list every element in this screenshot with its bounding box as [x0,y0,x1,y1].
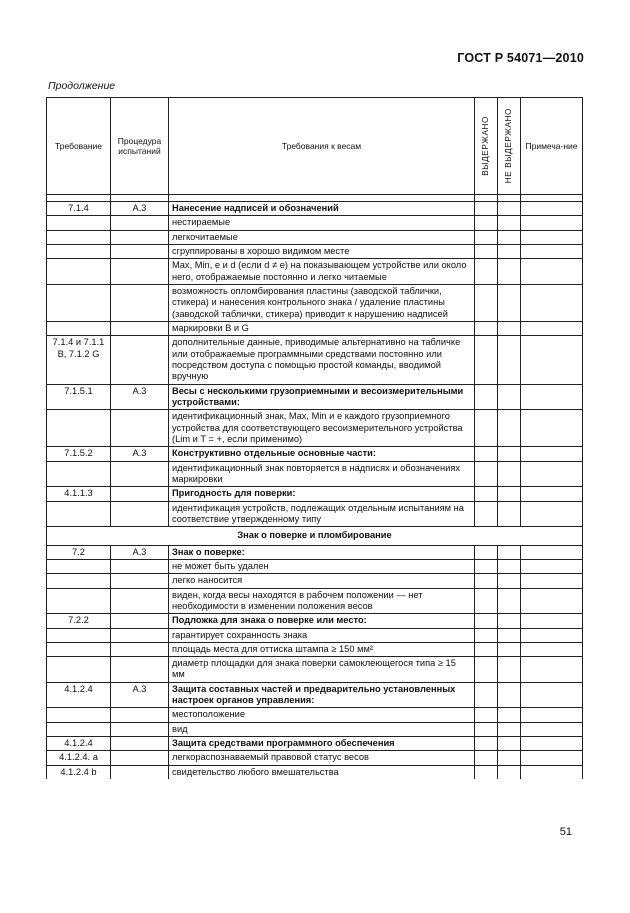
passed-cell [475,657,498,683]
requirement-cell [47,642,111,656]
requirement-text-cell: площадь места для оттиска штампа ≥ 150 мм² [169,642,475,656]
requirement-text-cell: Защита средствами программного обеспечения [169,737,475,751]
note-cell [521,614,583,628]
table-row [47,628,583,642]
requirement-cell: 7.2.2 [47,614,111,628]
requirement-text-cell: идентификация устройств, подлежащих отдельным испытаниям на соответствие утвержденному типу [169,501,475,527]
requirement-text-cell: легкочитаемые [169,230,475,244]
not-passed-cell [498,321,521,335]
not-passed-cell [498,244,521,258]
requirement-text-cell: легкораспознаваемый правовой статус весов [169,751,475,765]
requirement-text-cell: Max, Min, e и d (если d ≠ e) на показывающем устройстве или около него, отображаемые постоянно и легко читаемые [169,259,475,285]
requirement-cell: 7.1.4 [47,202,111,216]
note-cell [521,765,583,779]
not-passed-cell [498,765,521,779]
passed-cell [475,501,498,527]
note-cell [521,321,583,335]
table-row [47,410,583,447]
not-passed-cell [498,410,521,447]
requirement-text-cell: не может быть удален [169,559,475,573]
requirement-text-cell: Пригодность для поверки: [169,487,475,501]
requirement-cell: 4.1.2.4 [47,682,111,708]
passed-cell [475,642,498,656]
not-passed-cell [498,545,521,559]
note-cell [521,559,583,573]
passed-cell [475,461,498,487]
procedure-cell [111,614,169,628]
table-row [47,230,583,244]
procedure-cell: А.3 [111,682,169,708]
note-cell [521,259,583,285]
note-cell [521,657,583,683]
passed-cell [475,336,498,384]
procedure-cell [111,628,169,642]
requirement-cell [47,501,111,527]
passed-cell [475,559,498,573]
table-row [47,751,583,765]
passed-cell [475,487,498,501]
requirement-text-cell: маркировки В и G [169,321,475,335]
note-cell [521,708,583,722]
procedure-cell [111,336,169,384]
requirement-text-cell: Защита составных частей и предварительно установленных настроек органов управления: [169,682,475,708]
not-passed-cell [498,751,521,765]
passed-cell [475,410,498,447]
column-header-passed: ВЫДЕРЖАНО [475,98,498,195]
passed-cell [475,574,498,588]
note-cell [521,737,583,751]
note-cell [521,751,583,765]
passed-cell [475,284,498,321]
procedure-cell: А.3 [111,202,169,216]
passed-cell [475,447,498,461]
requirement-text-cell: дополнительные данные, приводимые альтернативно на табличке или отображаемые программными средствами постоянно или посредством доступа с помощью простой команды, вводимой вручную [169,336,475,384]
requirement-cell [47,574,111,588]
passed-cell [475,588,498,614]
section-row [47,527,583,545]
table-row [47,708,583,722]
not-passed-cell [498,737,521,751]
note-cell [521,230,583,244]
requirement-text-cell: свидетельство любого вмешательства [169,765,475,779]
note-cell [521,574,583,588]
requirement-text-cell: Знак о поверке: [169,545,475,559]
requirement-cell [47,657,111,683]
procedure-cell: А.3 [111,384,169,410]
note-cell [521,461,583,487]
table-row [47,321,583,335]
table-row [47,284,583,321]
table-row [47,202,583,216]
requirement-cell: 4.1.2.4. а [47,751,111,765]
procedure-cell [111,765,169,779]
requirement-text-cell: Нанесение надписей и обозначений [169,202,475,216]
note-cell [521,722,583,736]
note-cell [521,384,583,410]
not-passed-cell [498,501,521,527]
not-passed-cell [498,384,521,410]
passed-cell [475,614,498,628]
requirement-text-cell: идентификационный знак повторяется в надписях и обозначениях маркировки [169,461,475,487]
not-passed-cell [498,284,521,321]
procedure-cell [111,708,169,722]
not-passed-cell [498,216,521,230]
requirements-table [46,97,583,779]
procedure-cell [111,461,169,487]
passed-cell [475,545,498,559]
passed-cell [475,751,498,765]
table-row [47,216,583,230]
requirement-text-cell: Подложка для знака о поверке или место: [169,614,475,628]
note-cell [521,410,583,447]
passed-cell [475,737,498,751]
procedure-cell [111,574,169,588]
requirement-cell [47,559,111,573]
not-passed-cell [498,588,521,614]
requirement-text-cell: Конструктивно отдельные основные части: [169,447,475,461]
table-row [47,447,583,461]
note-cell [521,487,583,501]
requirement-cell [47,708,111,722]
table-row [47,545,583,559]
requirement-cell: 7.1.5.1 [47,384,111,410]
procedure-cell [111,722,169,736]
requirement-text-cell: возможность опломбирования пластины (заводской таблички, стикера) и нанесения контрольного знака / удаление пластины (заводской таблички, стикера) приводит к нарушению надписей [169,284,475,321]
requirement-cell [47,230,111,244]
procedure-cell [111,751,169,765]
not-passed-cell [498,559,521,573]
not-passed-cell [498,682,521,708]
requirement-text-cell: гарантирует сохранность знака [169,628,475,642]
requirement-cell: 4.1.2.4 [47,737,111,751]
passed-cell [475,628,498,642]
requirement-text-cell: виден, когда весы находятся в рабочем положении — нет необходимости в изменении положения весов [169,588,475,614]
passed-cell [475,259,498,285]
not-passed-cell [498,202,521,216]
table-row [47,765,583,779]
not-passed-cell [498,657,521,683]
column-header-requirement: Требование [47,98,111,195]
table-row [47,501,583,527]
table-row [47,722,583,736]
document-id: ГОСТ Р 54071—2010 [457,51,584,65]
note-cell [521,447,583,461]
procedure-cell: А.3 [111,447,169,461]
requirement-text-cell: идентификационный знак, Max, Min и e каждого грузоприемного устройства для соответствующего весоизмерительного устройства (Lim и T = +, если применимо) [169,410,475,447]
table-row [47,614,583,628]
passed-cell [475,321,498,335]
table-row [47,682,583,708]
page-number: 51 [559,826,572,838]
requirement-cell [47,410,111,447]
not-passed-cell [498,628,521,642]
note-cell [521,336,583,384]
requirement-cell [47,461,111,487]
table-row [47,244,583,258]
requirement-text-cell: легко наносится [169,574,475,588]
requirement-cell: 7.1.5.2 [47,447,111,461]
not-passed-cell [498,708,521,722]
procedure-cell [111,737,169,751]
passed-cell [475,384,498,410]
procedure-cell [111,259,169,285]
table-row [47,559,583,573]
requirement-cell: 7.2 [47,545,111,559]
not-passed-cell [498,447,521,461]
procedure-cell [111,230,169,244]
table-row [47,588,583,614]
not-passed-cell [498,336,521,384]
passed-cell [475,202,498,216]
requirement-text-cell: местоположение [169,708,475,722]
requirement-cell [47,284,111,321]
note-cell [521,501,583,527]
procedure-cell [111,642,169,656]
passed-cell [475,682,498,708]
procedure-cell [111,657,169,683]
table-row [47,657,583,683]
note-cell [521,682,583,708]
not-passed-cell [498,642,521,656]
requirement-text-cell: сгруппированы в хорошо видимом месте [169,244,475,258]
procedure-cell: А.3 [111,545,169,559]
not-passed-cell [498,614,521,628]
continuation-label: Продолжение [48,80,116,92]
table-row [47,487,583,501]
section-heading: Знак о поверке и пломбирование [47,527,583,545]
not-passed-cell [498,574,521,588]
not-passed-cell [498,722,521,736]
procedure-cell [111,321,169,335]
requirement-cell [47,216,111,230]
requirement-cell: 4.1.2.4 b [47,765,111,779]
table-row [47,461,583,487]
passed-cell [475,244,498,258]
procedure-cell [111,501,169,527]
procedure-cell [111,588,169,614]
requirement-text-cell: диаметр площадки для знака поверки самоклеющегося типа ≥ 15 мм [169,657,475,683]
passed-cell [475,216,498,230]
not-passed-cell [498,259,521,285]
note-cell [521,628,583,642]
requirement-cell: 4.1.1.3 [47,487,111,501]
procedure-cell [111,244,169,258]
procedure-cell [111,410,169,447]
note-cell [521,216,583,230]
note-cell [521,588,583,614]
table-row [47,259,583,285]
procedure-cell [111,487,169,501]
table-row [47,642,583,656]
table-row [47,574,583,588]
passed-cell [475,722,498,736]
table-row [47,336,583,384]
requirement-cell: 7.1.4 и 7.1.1 B, 7.1.2 G [47,336,111,384]
column-header-not-passed: НЕ ВЫДЕРЖАНО [498,98,521,195]
note-cell [521,202,583,216]
procedure-cell [111,559,169,573]
not-passed-cell [498,487,521,501]
requirement-text-cell: нестираемые [169,216,475,230]
passed-cell [475,230,498,244]
procedure-cell [111,216,169,230]
table-row [47,384,583,410]
note-cell [521,284,583,321]
table-row [47,737,583,751]
requirement-cell [47,628,111,642]
passed-cell [475,765,498,779]
requirement-text-cell: вид [169,722,475,736]
note-cell [521,244,583,258]
note-cell [521,642,583,656]
column-header-procedure: Процедура испытаний [111,98,169,195]
note-cell [521,545,583,559]
procedure-cell [111,284,169,321]
not-passed-cell [498,230,521,244]
column-header-note: Примеча-ние [521,98,583,195]
column-header-scale-requirements: Требования к весам [169,98,475,195]
requirement-text-cell: Весы с несколькими грузоприемными и весоизмерительными устройствами: [169,384,475,410]
requirement-cell [47,321,111,335]
not-passed-cell [498,461,521,487]
requirement-cell [47,259,111,285]
requirement-cell [47,244,111,258]
requirement-cell [47,722,111,736]
requirement-cell [47,588,111,614]
passed-cell [475,708,498,722]
